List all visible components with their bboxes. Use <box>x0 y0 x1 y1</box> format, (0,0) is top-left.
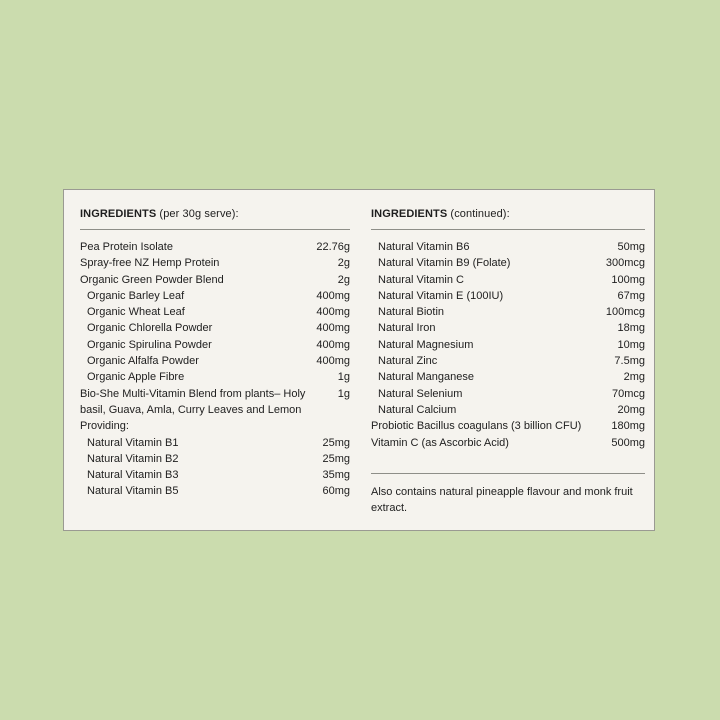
ingredient-name: Natural Vitamin B9 (Folate) <box>378 257 511 270</box>
ingredient-amount: 500mg <box>611 436 645 449</box>
ingredient-amount: 70mcg <box>611 387 645 400</box>
ingredient-name: Bio-She Multi-Vitamin Blend from plants– Holy basil, Guava, Amla, Curry Leaves and Lemon Providing: <box>80 387 306 433</box>
ingredient-row <box>371 288 645 304</box>
ingredient-row <box>371 255 645 271</box>
ingredient-amount: 35mg <box>322 469 350 482</box>
ingredient-amount: 1g <box>337 387 350 400</box>
ingredient-name: Natural Vitamin B2 <box>87 452 179 465</box>
ingredient-amount: 25mg <box>322 436 350 449</box>
ingredient-amount: 400mg <box>316 322 350 335</box>
ingredient-name: Organic Wheat Leaf <box>87 306 185 319</box>
ingredient-amount: 180mg <box>611 420 645 433</box>
ingredients-panel <box>63 189 655 531</box>
ingredient-row <box>371 386 645 402</box>
ingredient-name: Natural Zinc <box>378 355 438 368</box>
ingredient-row <box>371 320 645 336</box>
ingredient-amount: 2g <box>337 273 350 286</box>
ingredient-amount: 100mcg <box>605 306 645 319</box>
ingredient-amount: 18mg <box>617 322 645 335</box>
ingredient-name: Natural Vitamin B5 <box>87 485 179 498</box>
ingredient-name: Natural Manganese <box>378 371 475 384</box>
left-heading <box>80 207 350 221</box>
ingredient-amount: 67mg <box>617 289 645 302</box>
right-heading-rest: (continued): <box>447 208 510 220</box>
ingredient-amount: 2g <box>337 257 350 270</box>
ingredient-name: Organic Apple Fibre <box>87 371 185 384</box>
ingredient-name: Spray-free NZ Hemp Protein <box>80 257 220 270</box>
ingredient-name: Organic Green Powder Blend <box>80 273 224 286</box>
ingredient-row <box>80 435 350 451</box>
ingredient-name: Probiotic Bacillus coagulans (3 billion CFU) <box>371 420 582 433</box>
left-ingredient-list <box>80 239 350 500</box>
ingredient-row <box>371 353 645 369</box>
ingredient-name: Organic Barley Leaf <box>87 289 185 302</box>
ingredient-amount: 20mg <box>617 403 645 416</box>
ingredient-row <box>371 272 645 288</box>
ingredient-row <box>80 320 350 336</box>
ingredient-row <box>80 239 350 255</box>
ingredient-row <box>80 451 350 467</box>
ingredient-amount: 60mg <box>322 485 350 498</box>
ingredient-row <box>80 353 350 369</box>
additional-ingredients-note: Also contains natural pineapple flavour and monk fruit extract. <box>371 486 633 514</box>
ingredient-name: Organic Chlorella Powder <box>87 322 213 335</box>
right-bottom-divider <box>371 473 645 474</box>
ingredient-amount: 300mcg <box>605 257 645 270</box>
ingredient-name: Natural Vitamin C <box>378 273 464 286</box>
right-heading-divider <box>371 229 645 230</box>
ingredient-row <box>80 288 350 304</box>
ingredient-row <box>80 369 350 385</box>
right-ingredient-list <box>371 239 645 451</box>
ingredient-amount: 100mg <box>611 273 645 286</box>
ingredient-amount: 10mg <box>617 338 645 351</box>
left-heading-rest: (per 30g serve): <box>156 208 239 220</box>
ingredient-row <box>371 304 645 320</box>
ingredient-amount: 400mg <box>316 289 350 302</box>
ingredient-name: Natural Selenium <box>378 387 463 400</box>
ingredient-amount: 1g <box>337 371 350 384</box>
ingredient-amount: 22.76g <box>316 241 350 253</box>
ingredient-amount: 25mg <box>322 452 350 465</box>
ingredient-row <box>371 337 645 353</box>
ingredient-row <box>80 467 350 483</box>
ingredient-row <box>80 255 350 271</box>
left-heading-divider <box>80 229 350 230</box>
ingredient-amount: 7.5mg <box>614 355 645 368</box>
ingredient-row <box>80 272 350 288</box>
ingredient-name: Natural Vitamin B1 <box>87 436 179 449</box>
ingredient-name: Pea Protein Isolate <box>80 241 173 253</box>
ingredient-name: Natural Calcium <box>378 403 457 416</box>
left-heading-bold: INGREDIENTS <box>80 208 157 220</box>
ingredient-row <box>371 239 645 255</box>
ingredient-name: Natural Vitamin B6 <box>378 241 470 253</box>
ingredient-row <box>371 418 645 434</box>
ingredient-name: Organic Spirulina Powder <box>87 338 212 351</box>
ingredient-name: Natural Vitamin B3 <box>87 469 179 482</box>
ingredient-row <box>371 369 645 385</box>
ingredient-row <box>371 435 645 451</box>
right-heading <box>371 207 645 221</box>
ingredient-row <box>80 483 350 499</box>
ingredient-row <box>80 304 350 320</box>
ingredient-row <box>80 386 350 435</box>
ingredient-amount: 2mg <box>623 371 645 384</box>
ingredient-name: Natural Magnesium <box>378 338 474 351</box>
ingredient-amount: 50mg <box>617 241 645 253</box>
ingredient-amount: 400mg <box>316 306 350 319</box>
right-heading-bold: INGREDIENTS <box>371 208 448 220</box>
ingredient-row <box>371 402 645 418</box>
ingredient-amount: 400mg <box>316 338 350 351</box>
ingredient-row <box>80 337 350 353</box>
ingredient-name: Vitamin C (as Ascorbic Acid) <box>371 436 509 449</box>
ingredient-name: Organic Alfalfa Powder <box>87 355 199 368</box>
ingredient-name: Natural Iron <box>378 322 436 335</box>
ingredient-name: Natural Vitamin E (100IU) <box>378 289 504 302</box>
ingredient-name: Natural Biotin <box>378 306 445 319</box>
ingredient-amount: 400mg <box>316 355 350 368</box>
